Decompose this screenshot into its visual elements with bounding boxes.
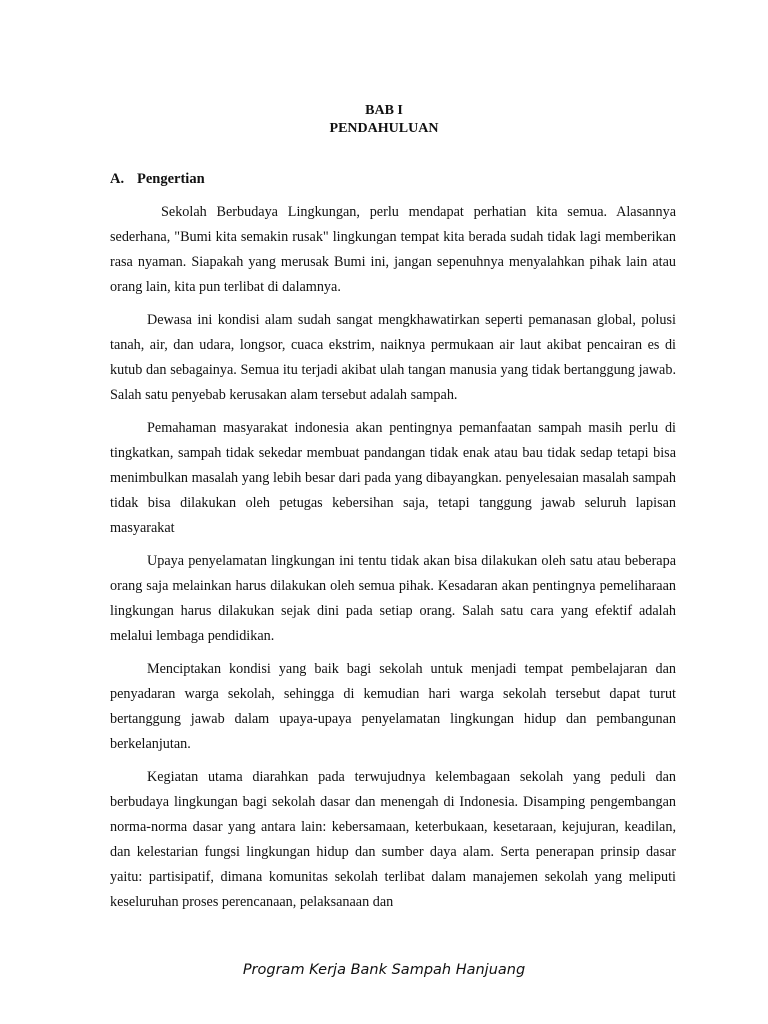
page-footer: Program Kerja Bank Sampah Hanjuang [242, 962, 526, 978]
section-letter: A. [110, 171, 125, 187]
paragraph: Menciptakan kondisi yang baik bagi sekolah untuk menjadi tempat pembelajaran dan penyadaran warga sekolah, sehingga di kemudian hari warga sekolah tersebut dapat turut bertanggung jawab dalam upaya-upaya penyelamatan lingkungan hidup dan pembangunan berkelanjutan. [110, 661, 676, 752]
paragraph: Upaya penyelamatan lingkungan ini tentu tidak akan bisa dilakukan oleh satu atau beberapa orang saja melainkan harus dilakukan oleh semua pihak. Kesadaran akan pentingnya pemeliharaan lingkungan harus dilakukan sejak dini pada setiap orang. Salah satu cara yang efektif adalah melalui lembaga pendidikan. [110, 553, 676, 644]
paragraph: Pemahaman masyarakat indonesia akan pentingnya pemanfaatan sampah masih perlu di tingkatkan, sampah tidak sekedar membuat pandangan tidak enak atau bau tidak sedap tetapi bisa menimbulkan masalah yang lebih besar dari pada yang dibayangkan. penyelesaian masalah sampah tidak bisa dilakukan oleh petugas kebersihan saja, tetapi tanggung jawab seluruh lapisan masyarakat [110, 420, 676, 536]
body-text [110, 200, 676, 923]
section-title: Pengertian [137, 171, 205, 187]
paragraph: Dewasa ini kondisi alam sudah sangat mengkhawatirkan seperti pemanasan global, polusi tanah, air, dan udara, longsor, cuaca ekstrim, naiknya permukaan air laut akibat pencairan es di kutub dan sebagainya. Semua itu terjadi akibat ulah tangan manusia yang tidak bertanggung jawab. Salah satu penyebab kerusakan alam tersebut adalah sampah. [110, 312, 676, 403]
paragraph: Sekolah Berbudaya Lingkungan, perlu mendapat perhatian kita semua. Alasannya sederhana, "Bumi kita semakin rusak" lingkungan tempat kita berada sudah tidak lagi memberikan rasa nyaman. Siapakah yang merusak Bumi ini, jangan sepenuhnya menyalahkan pihak lain atau orang lain, kita pun terlibat di dalamnya. [110, 204, 676, 295]
chapter-title: PENDAHULUAN [329, 121, 439, 136]
chapter-number: BAB I [365, 103, 403, 118]
paragraph: Kegiatan utama diarahkan pada terwujudnya kelembagaan sekolah yang peduli dan berbudaya lingkungan bagi sekolah dasar dan menengah di Indonesia. Disamping pengembangan norma-norma dasar yang antara lain: kebersamaan, keterbukaan, kesetaraan, kejujuran, keadilan, dan kelestarian fungsi lingkungan hidup dan sumber daya alam. Serta penerapan prinsip dasar yaitu: partisipatif, dimana komunitas sekolah terlibat dalam manajemen sekolah yang meliputi keseluruhan proses perencanaan, pelaksanaan dan [110, 769, 676, 910]
section-heading [110, 170, 205, 188]
